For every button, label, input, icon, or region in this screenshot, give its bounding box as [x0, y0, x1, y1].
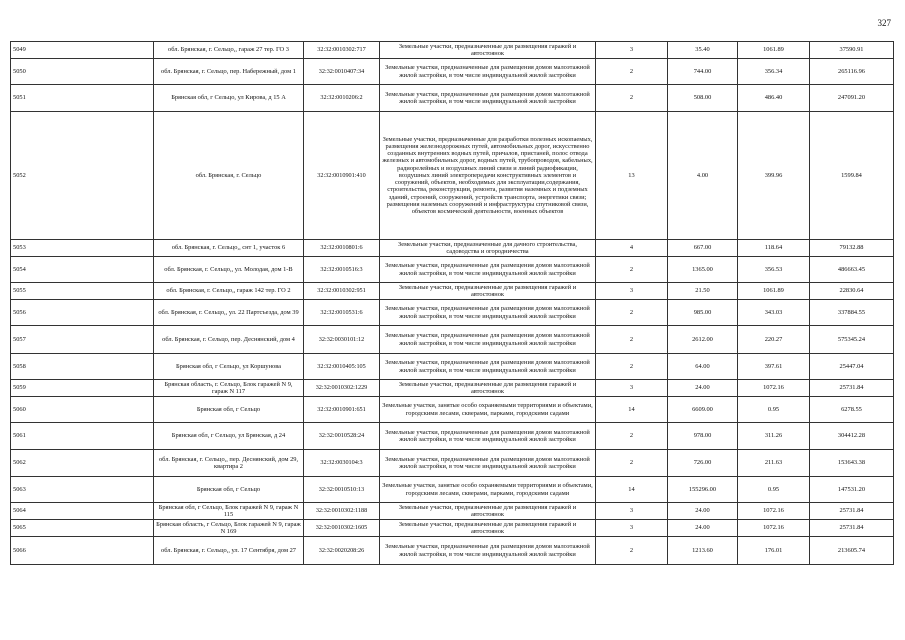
group-cell: 2 [596, 59, 668, 85]
specific-value-cell: 1061.89 [738, 283, 810, 300]
cadastral-value-cell: 337884.55 [810, 300, 894, 326]
address-cell: Брянская область, г. Сельцо, Блок гаражей N 9, гараж N 117 [154, 380, 304, 397]
cadastral-number-cell: 32:32:0010302:1188 [304, 503, 380, 520]
cadastral-number-cell: 32:32:0010901:410 [304, 112, 380, 240]
cadastral-value-cell: 575345.24 [810, 326, 894, 354]
table-row [11, 42, 894, 59]
address-cell: обл. Брянская, г. Сельцо,, ул. 17 Сентября, дом 27 [154, 537, 304, 565]
specific-value-cell: 211.63 [738, 450, 810, 477]
group-cell: 3 [596, 503, 668, 520]
land-registry-table [10, 41, 894, 565]
table-row [11, 477, 894, 503]
cadastral-number-cell: 32:32:0010302:1229 [304, 380, 380, 397]
address-cell: Брянская область, г Сельцо, Блок гаражей N 9, гараж N 169 [154, 520, 304, 537]
area-cell: 2612.00 [668, 326, 738, 354]
address-cell: обл. Брянская, г. Сельцо,, гараж 27 тер. ГО 3 [154, 42, 304, 59]
address-cell: Брянская обл, г Сельцо, ул Брянская, д 24 [154, 423, 304, 450]
specific-value-cell: 220.27 [738, 326, 810, 354]
area-cell: 985.00 [668, 300, 738, 326]
row-number-cell: 5057 [11, 326, 154, 354]
specific-value-cell: 0.95 [738, 397, 810, 423]
table-row [11, 537, 894, 565]
cadastral-number-cell: 32:32:0010528:24 [304, 423, 380, 450]
group-cell: 2 [596, 300, 668, 326]
area-cell: 24.00 [668, 520, 738, 537]
land-use-cell: Земельные участки, предназначенные для размещения домов малоэтажной жилой застройки, в том числе индивидуальной жилой застройки [380, 423, 596, 450]
cadastral-value-cell: 25731.84 [810, 520, 894, 537]
group-cell: 13 [596, 112, 668, 240]
address-cell: Брянская обл, г Сельцо [154, 477, 304, 503]
cadastral-value-cell: 247091.20 [810, 85, 894, 112]
group-cell: 2 [596, 537, 668, 565]
area-cell: 508.00 [668, 85, 738, 112]
cadastral-number-cell: 32:32:0030104:3 [304, 450, 380, 477]
cadastral-number-cell: 32:32:0010801:6 [304, 240, 380, 257]
cadastral-value-cell: 147531.20 [810, 477, 894, 503]
row-number-cell: 5061 [11, 423, 154, 450]
cadastral-number-cell: 32:32:0010516:3 [304, 257, 380, 283]
specific-value-cell: 356.34 [738, 59, 810, 85]
cadastral-value-cell: 79132.88 [810, 240, 894, 257]
cadastral-value-cell: 6278.55 [810, 397, 894, 423]
cadastral-number-cell: 32:32:0010901:651 [304, 397, 380, 423]
cadastral-number-cell: 32:32:0010531:6 [304, 300, 380, 326]
specific-value-cell: 1072.16 [738, 520, 810, 537]
land-use-cell: Земельные участки, предназначенные для размещения домов малоэтажной жилой застройки, в том числе индивидуальной жилой застройки [380, 257, 596, 283]
specific-value-cell: 0.95 [738, 477, 810, 503]
table-row [11, 257, 894, 283]
area-cell: 35.40 [668, 42, 738, 59]
group-cell: 2 [596, 257, 668, 283]
land-use-cell: Земельные участки, предназначенные для размещения домов малоэтажной жилой застройки, в том числе индивидуальной жилой застройки [380, 326, 596, 354]
row-number-cell: 5053 [11, 240, 154, 257]
cadastral-number-cell: 32:32:0010302:1605 [304, 520, 380, 537]
address-cell: Брянская обл, г Сельцо, ул Коршунова [154, 354, 304, 380]
row-number-cell: 5059 [11, 380, 154, 397]
table-row [11, 354, 894, 380]
group-cell: 4 [596, 240, 668, 257]
cadastral-number-cell: 32:32:0030101:12 [304, 326, 380, 354]
row-number-cell: 5065 [11, 520, 154, 537]
area-cell: 667.00 [668, 240, 738, 257]
cadastral-value-cell: 25731.84 [810, 380, 894, 397]
land-use-cell: Земельные участки, предназначенные для размещения домов малоэтажной жилой застройки, в том числе индивидуальной жилой застройки [380, 85, 596, 112]
group-cell: 2 [596, 85, 668, 112]
row-number-cell: 5050 [11, 59, 154, 85]
address-cell: обл. Брянская, г. Сельцо,, ул. 22 Партсъезда, дом 39 [154, 300, 304, 326]
cadastral-number-cell: 32:32:0010405:105 [304, 354, 380, 380]
table-row [11, 300, 894, 326]
land-use-cell: Земельные участки, предназначенные для размещения гаражей и автостоянок [380, 42, 596, 59]
area-cell: 744.00 [668, 59, 738, 85]
row-number-cell: 5049 [11, 42, 154, 59]
area-cell: 978.00 [668, 423, 738, 450]
address-cell: обл. Брянская, г. Сельцо [154, 112, 304, 240]
cadastral-value-cell: 25731.84 [810, 503, 894, 520]
specific-value-cell: 1061.89 [738, 42, 810, 59]
table-row [11, 520, 894, 537]
group-cell: 3 [596, 380, 668, 397]
address-cell: обл. Брянская, г. Сельцо,, пер. Деснянский, дом 29, квартира 2 [154, 450, 304, 477]
area-cell: 64.00 [668, 354, 738, 380]
cadastral-number-cell: 32:32:0010510:13 [304, 477, 380, 503]
row-number-cell: 5058 [11, 354, 154, 380]
address-cell: обл. Брянская, г. Сельцо,, ул. Молодая, дом 1-В [154, 257, 304, 283]
area-cell: 21.50 [668, 283, 738, 300]
cadastral-value-cell: 37590.91 [810, 42, 894, 59]
cadastral-value-cell: 22830.64 [810, 283, 894, 300]
cadastral-value-cell: 486663.45 [810, 257, 894, 283]
table-row [11, 240, 894, 257]
table-row [11, 423, 894, 450]
group-cell: 2 [596, 354, 668, 380]
specific-value-cell: 397.61 [738, 354, 810, 380]
row-number-cell: 5063 [11, 477, 154, 503]
page-number: 327 [877, 18, 891, 28]
row-number-cell: 5056 [11, 300, 154, 326]
address-cell: обл. Брянская, г. Сельцо, пер. Деснянский, дом 4 [154, 326, 304, 354]
area-cell: 1213.60 [668, 537, 738, 565]
cadastral-value-cell: 1599.84 [810, 112, 894, 240]
row-number-cell: 5054 [11, 257, 154, 283]
land-use-cell: Земельные участки, предназначенные для размещения домов малоэтажной жилой застройки, в том числе индивидуальной жилой застройки [380, 354, 596, 380]
table-body [11, 42, 894, 565]
land-use-cell: Земельные участки, предназначенные для размещения гаражей и автостоянок [380, 520, 596, 537]
cadastral-number-cell: 32:32:0010407:34 [304, 59, 380, 85]
row-number-cell: 5062 [11, 450, 154, 477]
land-use-cell: Земельные участки, предназначенные для размещения гаражей и автостоянок [380, 283, 596, 300]
row-number-cell: 5055 [11, 283, 154, 300]
specific-value-cell: 486.40 [738, 85, 810, 112]
table-row [11, 112, 894, 240]
table-row [11, 450, 894, 477]
cadastral-value-cell: 265116.96 [810, 59, 894, 85]
land-use-cell: Земельные участки, занятые особо охраняемыми территориями и объектами, городскими лесами, скверами, парками, городскими садами [380, 397, 596, 423]
land-use-cell: Земельные участки, предназначенные для размещения гаражей и автостоянок [380, 503, 596, 520]
area-cell: 1365.00 [668, 257, 738, 283]
group-cell: 3 [596, 520, 668, 537]
specific-value-cell: 1072.16 [738, 503, 810, 520]
cadastral-value-cell: 213605.74 [810, 537, 894, 565]
group-cell: 14 [596, 397, 668, 423]
row-number-cell: 5051 [11, 85, 154, 112]
area-cell: 6609.00 [668, 397, 738, 423]
specific-value-cell: 356.53 [738, 257, 810, 283]
row-number-cell: 5066 [11, 537, 154, 565]
cadastral-number-cell: 32:32:0010206:2 [304, 85, 380, 112]
row-number-cell: 5052 [11, 112, 154, 240]
land-use-cell: Земельные участки, предназначенные для размещения домов малоэтажной жилой застройки, в том числе индивидуальной жилой застройки [380, 300, 596, 326]
land-use-cell: Земельные участки, предназначенные для размещения гаражей и автостоянок [380, 380, 596, 397]
area-cell: 24.00 [668, 503, 738, 520]
land-use-cell: Земельные участки, занятые особо охраняемыми территориями и объектами, городскими лесами, скверами, парками, городскими садами [380, 477, 596, 503]
group-cell: 14 [596, 477, 668, 503]
land-use-cell: Земельные участки, предназначенные для размещения домов малоэтажной жилой застройки, в том числе индивидуальной жилой застройки [380, 450, 596, 477]
address-cell: обл. Брянская, г. Сельцо, пер. Набережный, дом 1 [154, 59, 304, 85]
group-cell: 3 [596, 283, 668, 300]
specific-value-cell: 399.96 [738, 112, 810, 240]
address-cell: Брянская обл, г Сельцо, Блок гаражей N 9, гараж N 115 [154, 503, 304, 520]
specific-value-cell: 118.64 [738, 240, 810, 257]
specific-value-cell: 1072.16 [738, 380, 810, 397]
address-cell: Брянская обл, г Сельцо [154, 397, 304, 423]
table-row [11, 397, 894, 423]
cadastral-number-cell: 32:32:0010302:717 [304, 42, 380, 59]
area-cell: 4.00 [668, 112, 738, 240]
table-row [11, 503, 894, 520]
table-row [11, 85, 894, 112]
land-use-cell: Земельные участки, предназначенные для размещения домов малоэтажной жилой застройки, в том числе индивидуальной жилой застройки [380, 537, 596, 565]
area-cell: 24.00 [668, 380, 738, 397]
cadastral-number-cell: 32:32:0010302:951 [304, 283, 380, 300]
cadastral-value-cell: 304412.28 [810, 423, 894, 450]
address-cell: обл. Брянская, г. Сельцо,, снт 1, участок 6 [154, 240, 304, 257]
cadastral-value-cell: 153643.38 [810, 450, 894, 477]
table-row [11, 326, 894, 354]
land-use-cell: Земельные участки, предназначенные для дачного строительства, садоводства и огородничества [380, 240, 596, 257]
group-cell: 2 [596, 450, 668, 477]
group-cell: 3 [596, 42, 668, 59]
cadastral-value-cell: 25447.04 [810, 354, 894, 380]
table-row [11, 283, 894, 300]
table-row [11, 380, 894, 397]
group-cell: 2 [596, 423, 668, 450]
address-cell: Брянская обл, г Сельцо, ул Кирова, д 15 А [154, 85, 304, 112]
specific-value-cell: 176.01 [738, 537, 810, 565]
row-number-cell: 5064 [11, 503, 154, 520]
row-number-cell: 5060 [11, 397, 154, 423]
area-cell: 155296.00 [668, 477, 738, 503]
table-row [11, 59, 894, 85]
land-use-cell: Земельные участки, предназначенные для размещения домов малоэтажной жилой застройки, в том числе индивидуальной жилой застройки [380, 59, 596, 85]
cadastral-number-cell: 32:32:0020208:26 [304, 537, 380, 565]
group-cell: 2 [596, 326, 668, 354]
area-cell: 726.00 [668, 450, 738, 477]
specific-value-cell: 343.03 [738, 300, 810, 326]
address-cell: обл. Брянская, г. Сельцо,, гараж 142 тер. ГО 2 [154, 283, 304, 300]
specific-value-cell: 311.26 [738, 423, 810, 450]
land-use-cell: Земельные участки, предназначенные для разработки полезных ископаемых, размещения железнодорожных путей, автомобильных дорог, искусственно созданных внутренних водных путей, причалов, пристаней, полос отвода железных и автомобильных дорог, водных путей, трубопроводов, кабельных, радиорелейных и воздушных линий связи и линий радиофикации, воздушных линий электропередачи конструктивных элементов и сооружений, объектов, необходимых для эксплуатации,содержания, строительства, реконструкции, ремонта, развития наземных и подземных зданий, строений, сооружений, устройств транспорта, энергетики связи; размещения наземных сооружений и инфраструктуры спутниковой связи, объектов космической деятельности, военных объектов [380, 112, 596, 240]
